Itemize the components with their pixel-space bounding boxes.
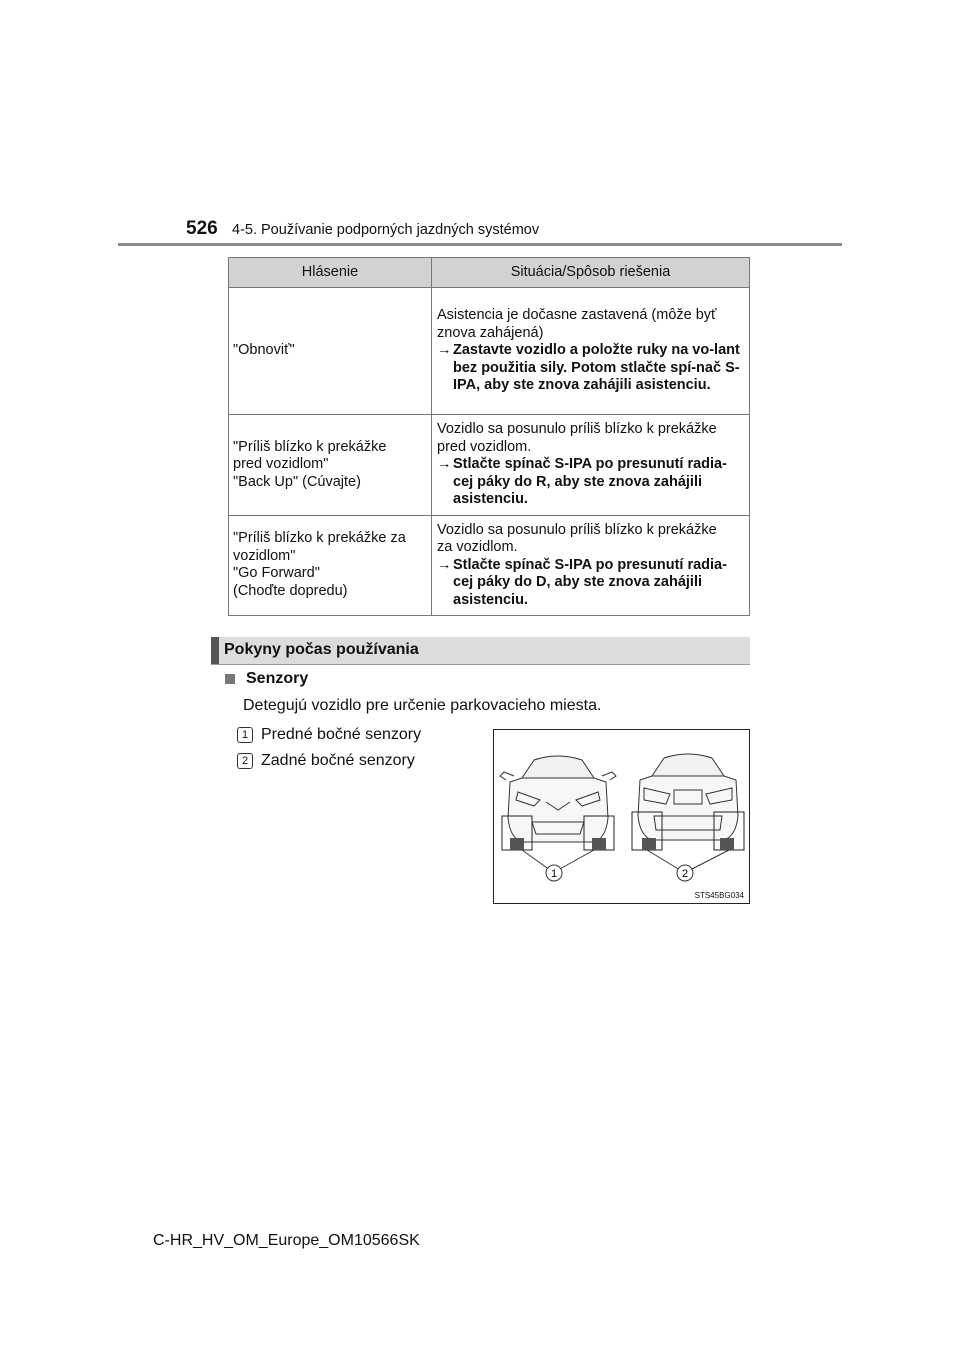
message-line: vozidlom" [233,547,296,564]
message-table [228,257,750,616]
action-instruction [437,456,743,509]
header-divider [118,243,842,246]
message-line: "Go Forward" [233,565,320,582]
subsection-title: Pokyny počas používania [224,641,419,658]
bullet-title: Senzory [246,670,309,687]
table-row [229,415,750,516]
list-item-label: Predné bočné senzory [261,726,422,743]
message-cell [229,415,432,516]
situation-line: znova zahájená) [437,324,544,341]
list-item [237,726,421,744]
square-bullet-icon [225,674,235,684]
number-badge: 2 [237,753,253,769]
message-line: "Príliš blízko k prekážke za [233,530,406,547]
action-instruction [437,557,743,610]
action-text: Stlačte spínač S-IPA po presunutí radia-cej páky do D, aby ste znova zahájili asistenciu. [453,556,727,608]
situation-cell [432,288,750,415]
situation-line: Vozidlo sa posunulo príliš blízko k prekážke [437,521,717,538]
callout-1 [546,865,562,881]
list-item-label: Zadné bočné senzory [261,752,415,769]
message-line: "Back Up" (Cúvajte) [233,473,361,490]
table-header-situation: Situácia/Spôsob riešenia [432,258,750,288]
arrow-icon: → [437,456,452,472]
heading-accent [211,637,219,664]
action-instruction [437,342,743,395]
message-cell [229,288,432,415]
footer-doc-id: C-HR_HV_OM_Europe_OM10566SK [153,1232,420,1249]
situation-line: Vozidlo sa posunulo príliš blízko k prekážke [437,421,717,437]
table-row [229,288,750,415]
table-header-row [229,258,750,288]
sensor-figure [493,729,750,904]
action-text: Zastavte vozidlo a položte ruky na vo-lant bez použitia sily. Potom stlačte spí-nač S-IPA, aby ste znova zahájili asistenciu. [453,342,740,394]
situation-line: pred vozidlom. [437,438,532,455]
situation-cell [432,415,750,516]
message-line: pred vozidlom" [233,456,329,472]
list-item [237,752,415,770]
table-header-message: Hlásenie [229,258,432,288]
car-sensor-illustration [494,730,749,903]
message-cell [229,515,432,616]
arrow-icon: → [437,556,452,573]
number-badge: 1 [237,727,253,743]
message-line: "Obnoviť" [233,342,295,359]
message-line: (Choďte dopredu) [233,582,348,599]
callout-2 [677,865,693,881]
section-title: 4-5. Používanie podporných jazdných systémov [232,222,540,238]
svg-text:2: 2 [681,868,689,880]
front-car-icon [500,756,616,850]
situation-line: za vozidlom. [437,539,518,555]
sensor-description: Detegujú vozidlo pre určenie parkovacieho miesta. [243,697,602,714]
arrow-icon: → [437,342,452,359]
message-line: "Príliš blízko k prekážke [233,438,387,455]
action-text: Stlačte spínač S-IPA po presunutí radia-cej páky do R, aby ste znova zahájili asistenciu. [453,456,727,507]
table-row [229,515,750,616]
situation-line: Asistencia je dočasne zastavená (môže byť [437,307,717,324]
page-number: 526 [186,218,218,239]
svg-text:1: 1 [550,868,558,880]
subsection-heading [211,637,750,665]
bullet-heading [225,670,308,688]
figure-code: STS45BG034 [694,891,744,900]
situation-cell [432,515,750,616]
rear-car-icon [632,754,744,850]
